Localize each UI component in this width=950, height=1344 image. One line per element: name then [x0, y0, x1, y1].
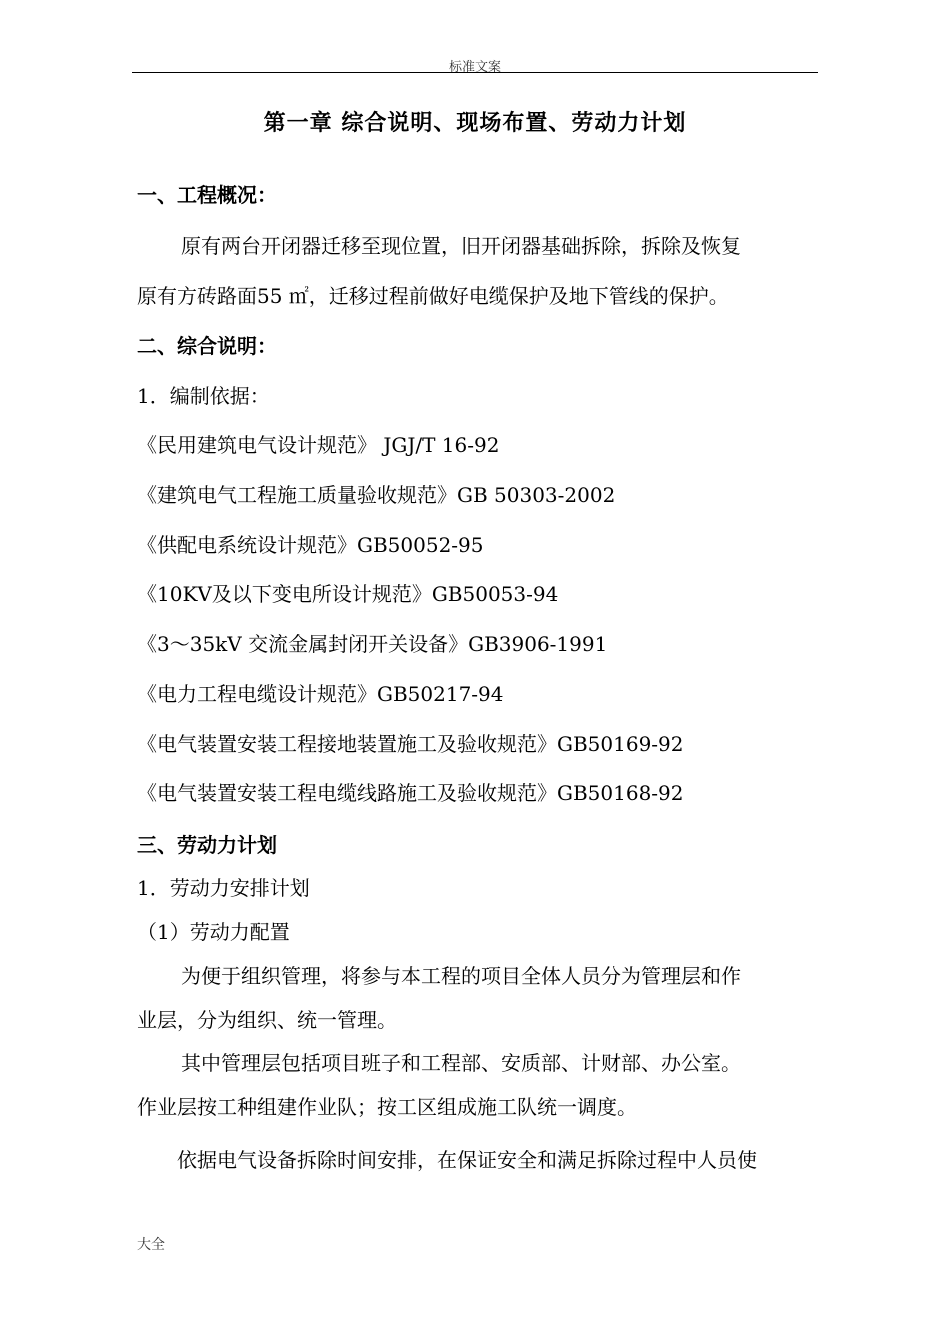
reference-item: 《供配电系统设计规范》GB50052-95: [137, 533, 484, 557]
reference-item: 《电力工程电缆设计规范》GB50217-94: [137, 682, 504, 706]
reference-item: 《电气装置安装工程接地装置施工及验收规范》GB50169-92: [137, 732, 684, 756]
reference-item: 《电气装置安装工程电缆线路施工及验收规范》GB50168-92: [137, 781, 684, 805]
section-3-paragraph-3-line-1: 依据电气设备拆除时间安排，在保证安全和满足拆除过程中人员使: [177, 1148, 757, 1172]
reference-item: 《建筑电气工程施工质量验收规范》GB 50303-2002: [137, 483, 616, 507]
section-3-paragraph-1-line-1: 为便于组织管理，将参与本工程的项目全体人员分为管理层和作: [181, 964, 741, 988]
section-1-paragraph-line-2: 原有方砖路面55 ㎡，迁移过程前做好电缆保护及地下管线的保护。: [137, 284, 729, 308]
chapter-title: 第一章 综合说明、现场布置、劳动力计划: [263, 110, 687, 136]
section-3-heading: 三、劳动力计划: [137, 833, 277, 857]
section-3-paragraph-2-line-2: 作业层按工种组建作业队；按工区组成施工队统一调度。: [137, 1095, 637, 1119]
section-3-sub-subheading: （1）劳动力配置: [137, 920, 290, 944]
page-header-label: 标准文案: [448, 60, 501, 75]
section-1-heading: 一、工程概况：: [137, 183, 277, 207]
section-1-paragraph-line-1: 原有两台开闭器迁移至现位置，旧开闭器基础拆除，拆除及恢复: [181, 234, 741, 258]
reference-item: 《民用建筑电气设计规范》 JGJ/T 16-92: [137, 433, 500, 457]
reference-item: 《3～35kV 交流金属封闭开关设备》GB3906-1991: [137, 632, 608, 656]
section-2-subheading: 1．编制依据：: [137, 384, 270, 408]
section-3-paragraph-1-line-2: 业层，分为组织、统一管理。: [137, 1008, 397, 1032]
reference-item: 《10KV及以下变电所设计规范》GB50053-94: [137, 582, 559, 606]
section-2-heading: 二、综合说明：: [137, 334, 277, 358]
header-rule: [132, 72, 818, 73]
page-footer-label: 大全: [137, 1237, 165, 1253]
section-3-subheading: 1．劳动力安排计划: [137, 876, 310, 900]
section-3-paragraph-2-line-1: 其中管理层包括项目班子和工程部、安质部、计财部、办公室。: [181, 1051, 741, 1075]
